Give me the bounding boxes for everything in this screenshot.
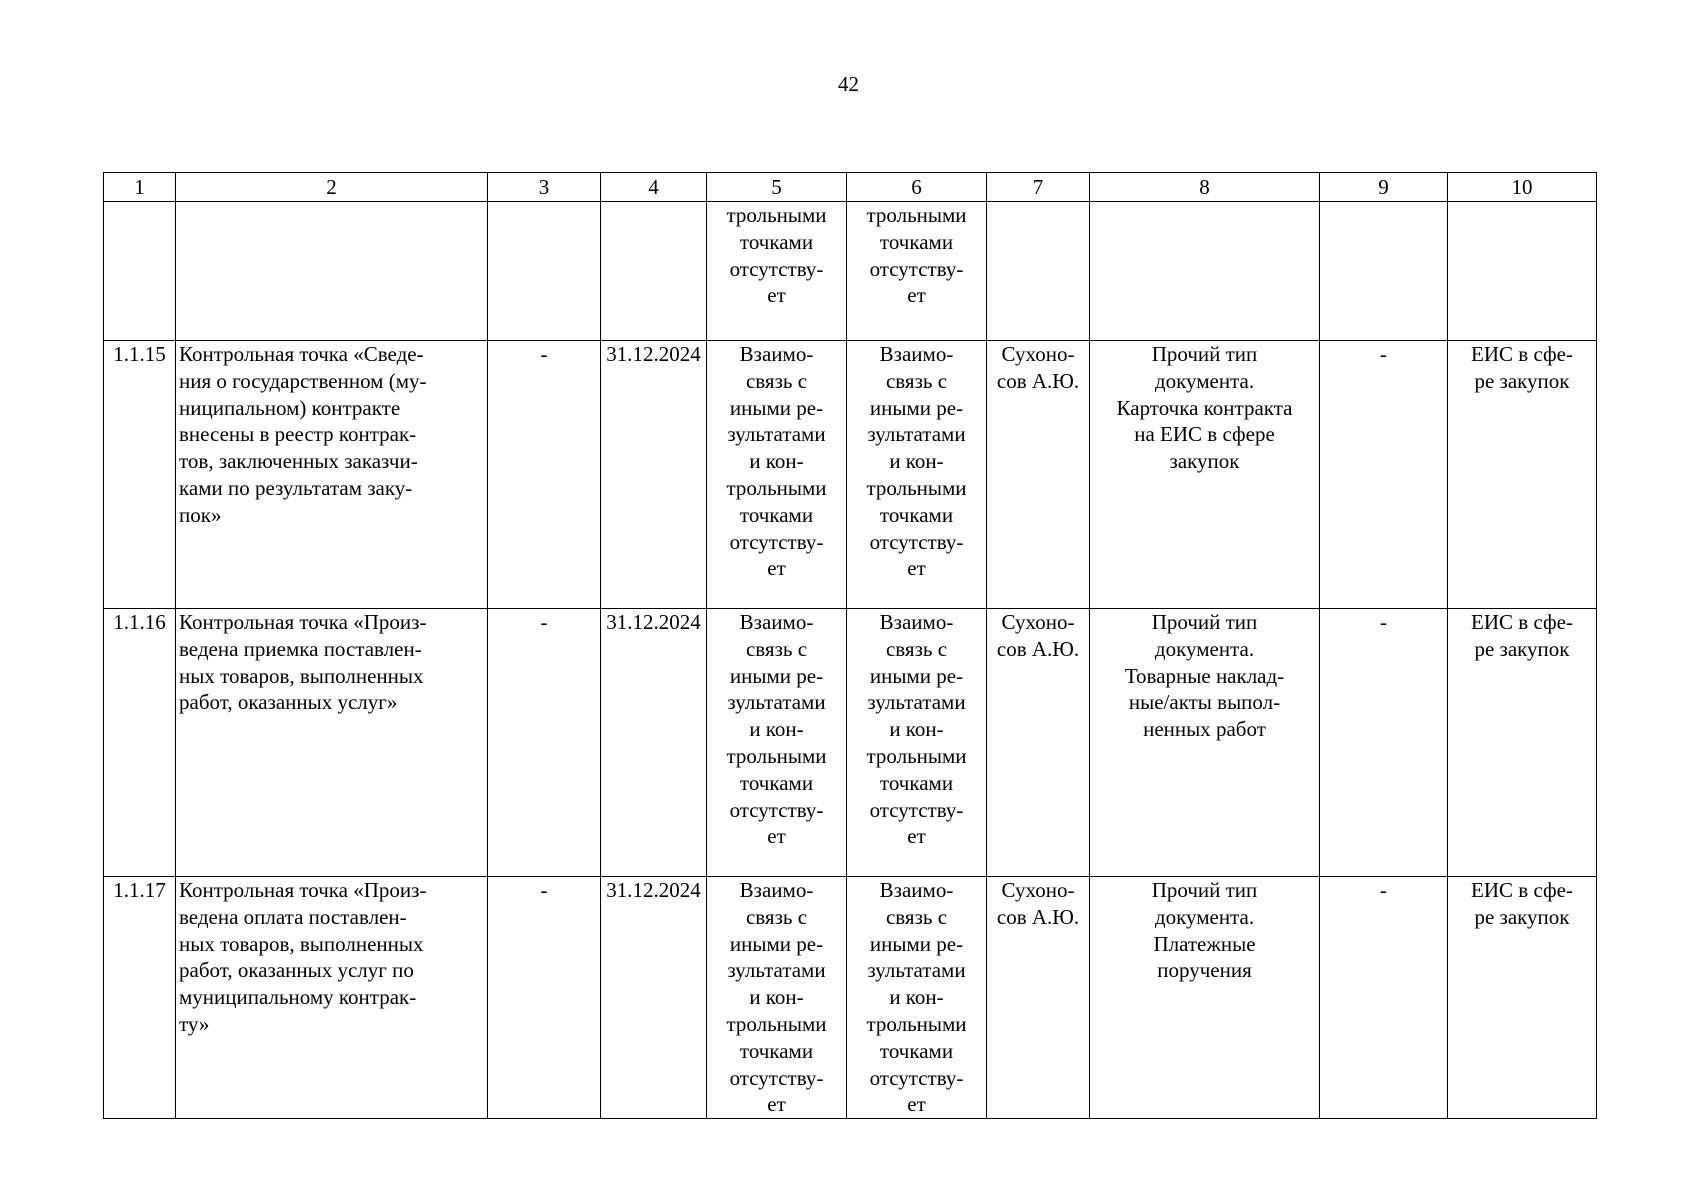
cell-line: ту» <box>179 1011 210 1036</box>
cell-line: ненных работ <box>1143 717 1266 742</box>
relation-points-cell <box>847 202 987 341</box>
table-row <box>104 877 1597 1119</box>
cell-line: ных товаров, выполненных <box>179 663 424 688</box>
column-9-cell: - <box>1320 877 1448 1119</box>
cell-line: иными ре- <box>869 663 964 688</box>
cell-line: зультатами <box>867 958 966 983</box>
description-cell <box>176 877 488 1119</box>
column-header: 5 <box>707 173 847 202</box>
cell-line: Прочий тип <box>1151 610 1258 634</box>
cell-line: отсутству- <box>869 1065 964 1090</box>
cell-line: связь с <box>885 636 948 661</box>
column-header: 2 <box>176 173 488 202</box>
cell-line: Взаимо- <box>879 878 954 902</box>
cell-line: трольными <box>726 1011 827 1036</box>
cell-line: пок» <box>179 502 222 527</box>
cell-line: Контрольная точка «Произ- <box>179 878 427 902</box>
cell-line: отсутству- <box>729 797 824 822</box>
cell-line: связь с <box>745 636 808 661</box>
cell-line: внесены в реестр контрак- <box>179 422 417 447</box>
cell-line: и кон- <box>889 985 944 1010</box>
cell-line: Товарные наклад- <box>1124 663 1285 688</box>
column-3-cell: - <box>488 609 601 877</box>
deadline-cell <box>601 202 707 341</box>
cell-line: трольными <box>866 743 967 768</box>
cell-line: ет <box>907 283 926 308</box>
cell-line: Сухоно- <box>1001 342 1075 366</box>
cell-line: зультатами <box>867 422 966 447</box>
description-cell <box>176 341 488 609</box>
cell-line: трольными <box>866 475 967 500</box>
cell-line: ные/акты выпол- <box>1128 690 1281 715</box>
column-header: 3 <box>488 173 601 202</box>
relation-points-cell <box>847 341 987 609</box>
cell-line: отсутству- <box>729 1065 824 1090</box>
responsible-cell <box>987 341 1090 609</box>
cell-line: поручения <box>1157 958 1252 983</box>
cell-line: муниципальному контрак- <box>179 985 417 1010</box>
document-type-cell <box>1090 877 1320 1119</box>
cell-line: отсутству- <box>869 797 964 822</box>
cell-line: связь с <box>885 368 948 393</box>
column-header: 8 <box>1090 173 1320 202</box>
cell-line: работ, оказанных услуг по <box>179 958 414 983</box>
cell-line: ЕИС в сфе- <box>1471 878 1573 902</box>
cell-line: иными ре- <box>869 931 964 956</box>
table-row <box>104 609 1597 877</box>
cell-line: ет <box>767 556 786 581</box>
column-header: 4 <box>601 173 707 202</box>
cell-line: закупок <box>1169 449 1240 474</box>
cell-line: ет <box>767 824 786 849</box>
cell-line: ния о государственном (му- <box>179 368 427 393</box>
relation-results-cell <box>707 877 847 1119</box>
row-number-cell <box>104 202 176 341</box>
relation-results-cell <box>707 202 847 341</box>
cell-line: сов А.Ю. <box>996 368 1080 393</box>
cell-line: Взаимо- <box>879 342 954 366</box>
cell-line: точками <box>739 770 814 795</box>
cell-line: отсутству- <box>869 529 964 554</box>
row-number-cell: 1.1.16 <box>104 609 176 877</box>
cell-line: ет <box>907 556 926 581</box>
cell-line: документа. <box>1154 904 1255 929</box>
page-number: 42 <box>838 72 859 96</box>
description-cell <box>176 202 488 341</box>
cell-line: отсутству- <box>869 256 964 281</box>
cell-line: отсутству- <box>729 529 824 554</box>
cell-line: зультатами <box>727 690 826 715</box>
cell-line: трольными <box>726 743 827 768</box>
cell-line: ведена приемка поставлен- <box>179 636 422 661</box>
cell-line: трольными <box>866 203 967 227</box>
cell-line: Карточка контракта <box>1116 395 1293 420</box>
cell-line: иными ре- <box>729 663 824 688</box>
cell-line: зультатами <box>867 690 966 715</box>
cell-line: точками <box>739 1038 814 1063</box>
cell-line: связь с <box>745 368 808 393</box>
cell-line: и кон- <box>749 985 804 1010</box>
cell-line: точками <box>739 502 814 527</box>
cell-line: Прочий тип <box>1151 342 1258 366</box>
cell-line: на ЕИС в сфере <box>1134 422 1275 447</box>
cell-line: ных товаров, выполненных <box>179 931 424 956</box>
column-header: 6 <box>847 173 987 202</box>
cell-line: точками <box>879 770 954 795</box>
cell-line: и кон- <box>749 449 804 474</box>
cell-line: ками по результатам заку- <box>179 475 413 500</box>
cell-line: работ, оказанных услуг» <box>179 690 398 715</box>
cell-line: Взаимо- <box>739 342 814 366</box>
document-type-cell <box>1090 341 1320 609</box>
cell-line: Прочий тип <box>1151 878 1258 902</box>
cell-line: ЕИС в сфе- <box>1471 342 1573 366</box>
cell-line: и кон- <box>749 717 804 742</box>
cell-line: ре закупок <box>1474 368 1570 393</box>
column-3-cell: - <box>488 341 601 609</box>
cell-line: сов А.Ю. <box>996 636 1080 661</box>
cell-line: иными ре- <box>869 395 964 420</box>
cell-line: отсутству- <box>729 256 824 281</box>
cell-line: иными ре- <box>729 931 824 956</box>
control-points-table <box>103 172 1597 1119</box>
cell-line: Взаимо- <box>739 610 814 634</box>
cell-line: документа. <box>1154 636 1255 661</box>
cell-line: ре закупок <box>1474 636 1570 661</box>
cell-line: ет <box>767 1092 786 1117</box>
cell-line: ет <box>907 1092 926 1117</box>
relation-points-cell <box>847 877 987 1119</box>
relation-results-cell <box>707 609 847 877</box>
cell-line: связь с <box>745 904 808 929</box>
cell-line: Взаимо- <box>879 610 954 634</box>
column-number-row <box>104 173 1597 202</box>
cell-line: Сухоно- <box>1001 878 1075 902</box>
cell-line: точками <box>879 502 954 527</box>
cell-line: Контрольная точка «Произ- <box>179 610 427 634</box>
information-system-cell <box>1448 202 1597 341</box>
cell-line: трольными <box>726 475 827 500</box>
row-number-cell: 1.1.15 <box>104 341 176 609</box>
cell-line: и кон- <box>889 717 944 742</box>
document-type-cell <box>1090 609 1320 877</box>
cell-line: трольными <box>866 1011 967 1036</box>
cell-line: тов, заключенных заказчи- <box>179 449 418 474</box>
cell-line: точками <box>879 1038 954 1063</box>
column-3-cell <box>488 202 601 341</box>
cell-line: связь с <box>885 904 948 929</box>
cell-line: ниципальном) контракте <box>179 395 401 420</box>
cell-line: и кон- <box>889 449 944 474</box>
cell-line: ре закупок <box>1474 904 1570 929</box>
cell-line: ет <box>907 824 926 849</box>
cell-line: сов А.Ю. <box>996 904 1080 929</box>
cell-line: зультатами <box>727 958 826 983</box>
column-9-cell: - <box>1320 341 1448 609</box>
deadline-cell: 31.12.2024 <box>601 877 707 1119</box>
cell-line: Взаимо- <box>739 878 814 902</box>
column-header: 10 <box>1448 173 1597 202</box>
responsible-cell <box>987 877 1090 1119</box>
cell-line: ЕИС в сфе- <box>1471 610 1573 634</box>
column-header: 9 <box>1320 173 1448 202</box>
cell-line: документа. <box>1154 368 1255 393</box>
table-row <box>104 202 1597 341</box>
column-9-cell <box>1320 202 1448 341</box>
cell-line: точками <box>879 229 954 254</box>
column-9-cell: - <box>1320 609 1448 877</box>
table-body <box>104 202 1597 1119</box>
table-row <box>104 341 1597 609</box>
deadline-cell: 31.12.2024 <box>601 609 707 877</box>
cell-line: зультатами <box>727 422 826 447</box>
column-3-cell: - <box>488 877 601 1119</box>
cell-line: точками <box>739 229 814 254</box>
information-system-cell <box>1448 877 1597 1119</box>
column-header: 7 <box>987 173 1090 202</box>
cell-line: иными ре- <box>729 395 824 420</box>
row-number-cell: 1.1.17 <box>104 877 176 1119</box>
relation-results-cell <box>707 341 847 609</box>
description-cell <box>176 609 488 877</box>
cell-line: ет <box>767 283 786 308</box>
column-header: 1 <box>104 173 176 202</box>
cell-line: ведена оплата поставлен- <box>179 904 407 929</box>
information-system-cell <box>1448 341 1597 609</box>
deadline-cell: 31.12.2024 <box>601 341 707 609</box>
cell-line: Контрольная точка «Сведе- <box>179 342 424 366</box>
document-type-cell <box>1090 202 1320 341</box>
cell-line: Платежные <box>1153 931 1256 956</box>
information-system-cell <box>1448 609 1597 877</box>
cell-line: Сухоно- <box>1001 610 1075 634</box>
responsible-cell <box>987 202 1090 341</box>
relation-points-cell <box>847 609 987 877</box>
cell-line: трольными <box>726 203 827 227</box>
responsible-cell <box>987 609 1090 877</box>
